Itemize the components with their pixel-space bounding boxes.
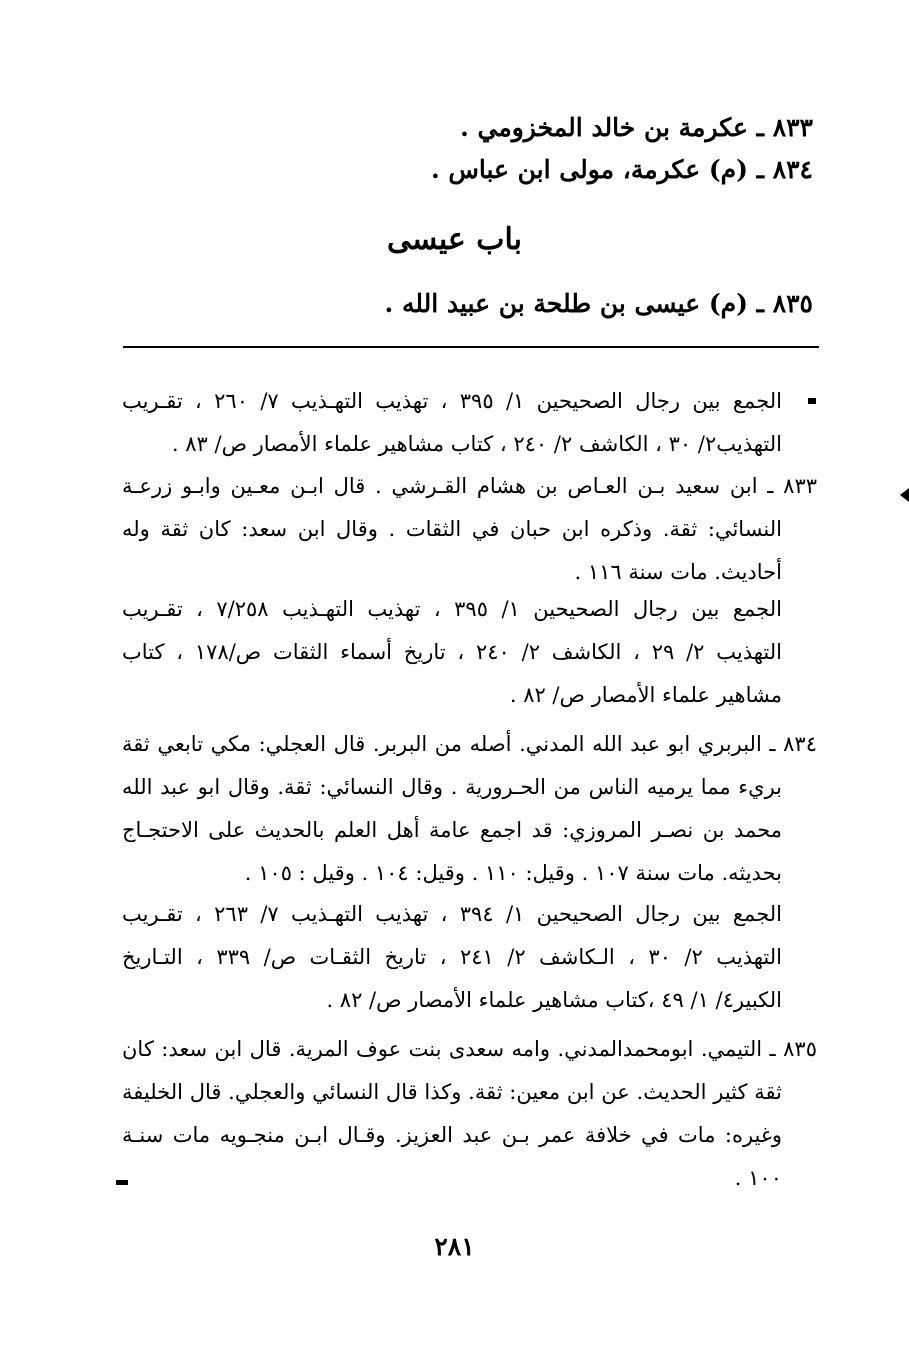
footnote-line: وغيره: مات في خلافة عمر بـن عبد العزيز. وقـال ابـن منجـويه مات سنـة xyxy=(122,1123,782,1147)
footnote-text: ابن سعيد بـن العـاص بن هشام القـرشي . قال ابـن معـين وابـو زرعـة xyxy=(122,474,758,498)
footnote-number: ٨٣٤ ـ xyxy=(769,732,817,756)
footnote-834-bio xyxy=(122,723,817,895)
footnote-line: الكبير٤/ ١/ ٤٩ ،كتاب مشاهير علماء الأمصار ص/ ٨٢ . xyxy=(326,988,782,1012)
footnote-line: ١٠٠ . xyxy=(734,1166,782,1190)
footnote-833-refs xyxy=(122,588,782,717)
edge-arrow-mark xyxy=(900,488,909,502)
section-title: باب عيسى xyxy=(387,222,522,257)
footnote-text: التيمي. ابومحمدالمدني. وامه سعدى بنت عوف المرية. قال ابن سعد: كان xyxy=(122,1037,763,1061)
footnote-line: التهذيب ٢/ ٢٩ ، الكاشف ٢/ ٢٤٠ ، تاريخ أسماء الثقات ص/١٧٨ ، كتاب xyxy=(122,640,782,664)
entry-835-header: ٨٣٥ ـ (م) عيسى بن طلحة بن عبيد الله . xyxy=(384,289,813,318)
footnote-number: ٨٣٣ ـ xyxy=(767,474,818,498)
page-number: ٢٨١ xyxy=(434,1232,475,1261)
footnote-text: البربري ابو عبد الله المدني. أصله من البربر. قال العجلي: مكي تابعي ثقة xyxy=(122,732,762,756)
footnote-line xyxy=(122,465,817,508)
footnote-line xyxy=(122,1028,817,1071)
end-marker xyxy=(116,1180,128,1185)
footnote-line: محمد بن نصـر المروزي: قد اجمع عامة أهل العلم بالحديث على الاحتجـاج xyxy=(122,818,782,842)
footnote-line: الجمع بين رجال الصحيحين ١/ ٣٩٤ ، تهذيب التهـذيب ٧/ ٢٦٣ ، تقـريب xyxy=(122,902,782,926)
footnote-line xyxy=(122,723,817,766)
footnote-line: الجمع بين رجال الصحيحين ١/ ٣٩٥ ، تهذيب التهـذيب ٧/٢٥٨ ، تقـريب xyxy=(122,597,782,621)
footnote-835-bio xyxy=(122,1028,817,1200)
footnote-834-refs xyxy=(122,893,782,1022)
footnote-line: بريء مما يرميه الناس من الحـرورية . وقال النسائي: ثقة. وقال ابو عبد الله xyxy=(122,775,782,799)
bullet-marker xyxy=(808,398,816,404)
footnote-line: التهذيب٢/ ٣٠ ، الكاشف ٢/ ٢٤٠ ، كتاب مشاهير علماء الأمصار ص/ ٨٣ . xyxy=(171,432,782,456)
footnote-general xyxy=(122,380,782,466)
footnote-line: بحديثه. مات سنة ١٠٧ . وقيل: ١١٠ . وقيل: ١٠٤ . وقيل : ١٠٥ . xyxy=(244,861,782,885)
footnote-line: مشاهير علماء الأمصار ص/ ٨٢ . xyxy=(509,683,782,707)
footnote-line: الجمع بين رجال الصحيحين ١/ ٣٩٥ ، تهذيب التهـذيب ٧/ ٢٦٠ ، تقـريب xyxy=(122,389,782,413)
footnote-number: ٨٣٥ ـ xyxy=(769,1037,817,1061)
footnote-divider xyxy=(123,346,819,348)
footnote-line: التهذيب ٢/ ٣٠ ، الـكاشف ٢/ ٢٤١ ، تاريخ الثقـات ص/ ٣٣٩ ، التـاريخ xyxy=(122,945,782,969)
footnote-line: أحاديث. مات سنة ١١٦ . xyxy=(574,560,782,584)
footnote-833-bio xyxy=(122,465,817,594)
entry-833-header: ٨٣٣ ـ عكرمة بن خالد المخزومي . xyxy=(460,113,813,142)
footnote-line: النسائي: ثقة. وذكره ابن حبان في الثقات . وقال ابن سعد: كان ثقة وله xyxy=(122,517,782,541)
entry-834-header: ٨٣٤ ـ (م) عكرمة، مولى ابن عباس . xyxy=(430,155,813,184)
footnote-line: ثقة كثير الحديث. عن ابن معين: ثقة. وكذا قال النسائي والعجلي. قال الخليفة xyxy=(122,1080,782,1104)
